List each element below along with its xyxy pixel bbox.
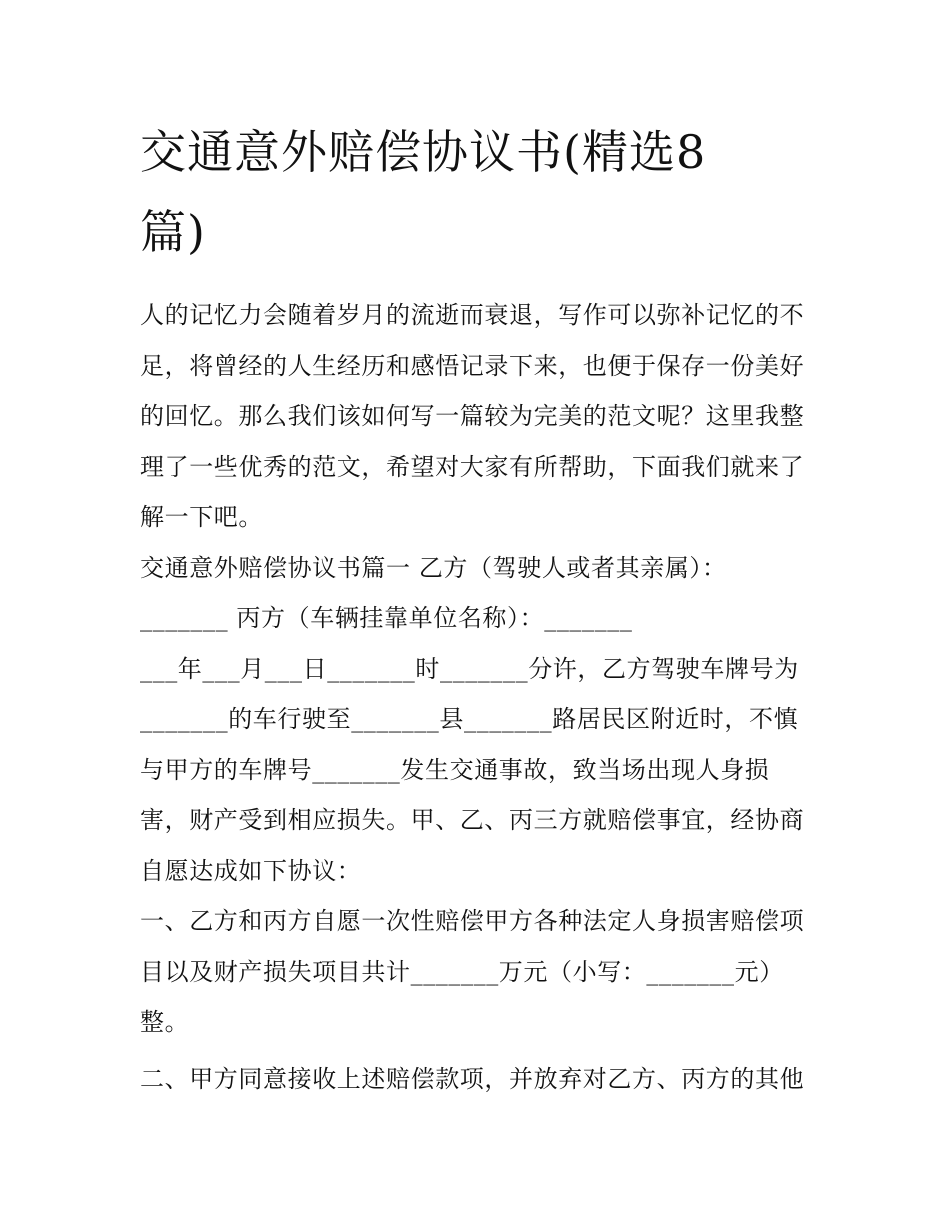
agreement-line: 害，财产受到相应损失。甲、乙、丙三方就赔偿事宜，经协商 — [140, 806, 805, 834]
agreement-line: 与甲方的车牌号_______发生交通事故，致当场出现人身损 — [140, 755, 770, 784]
agreement-paragraph — [140, 543, 820, 897]
intro-paragraph — [140, 290, 820, 543]
intro-line: 解一下吧。 — [140, 503, 263, 531]
intro-line: 的回忆。那么我们该如何写一篇较为完美的范文呢？这里我整 — [140, 402, 805, 430]
clause-two — [140, 1054, 820, 1105]
clause-one — [140, 896, 820, 1048]
agreement-line: ___年___月___日_______时_______分许，乙方驾驶车牌号为 — [140, 654, 799, 683]
document-title — [140, 112, 820, 272]
title-line-2: 篇) — [140, 205, 206, 259]
clause-line: 一、乙方和丙方自愿一次性赔偿甲方各种法定人身损害赔偿项 — [140, 907, 805, 935]
intro-line: 足，将曾经的人生经历和感悟记录下来，也便于保存一份美好 — [140, 351, 805, 380]
clause-line: 二、甲方同意接收上述赔偿款项，并放弃对乙方、丙方的其他 — [140, 1064, 805, 1093]
agreement-line: _______ 丙方（车辆挂靠单位名称）：_______ — [140, 604, 633, 632]
agreement-line: 自愿达成如下协议： — [140, 856, 362, 885]
agreement-line: _______的车行驶至_______县_______路居民区附近时，不慎 — [140, 705, 799, 733]
document-body — [140, 290, 820, 1104]
document-page — [140, 112, 820, 1104]
intro-line: 人的记忆力会随着岁月的流逝而衰退，写作可以弥补记忆的不 — [140, 301, 805, 329]
agreement-line: 交通意外赔偿协议书篇一 乙方（驾驶人或者其亲属）： — [140, 553, 727, 582]
intro-line: 理了一些优秀的范文，希望对大家有所帮助，下面我们就来了 — [140, 452, 805, 481]
title-line-1: 交通意外赔偿协议书(精选8 — [140, 125, 707, 179]
clause-line: 整。 — [140, 1008, 190, 1036]
clause-line: 目以及财产损失项目共计_______万元（小写：_______元） — [140, 957, 784, 986]
